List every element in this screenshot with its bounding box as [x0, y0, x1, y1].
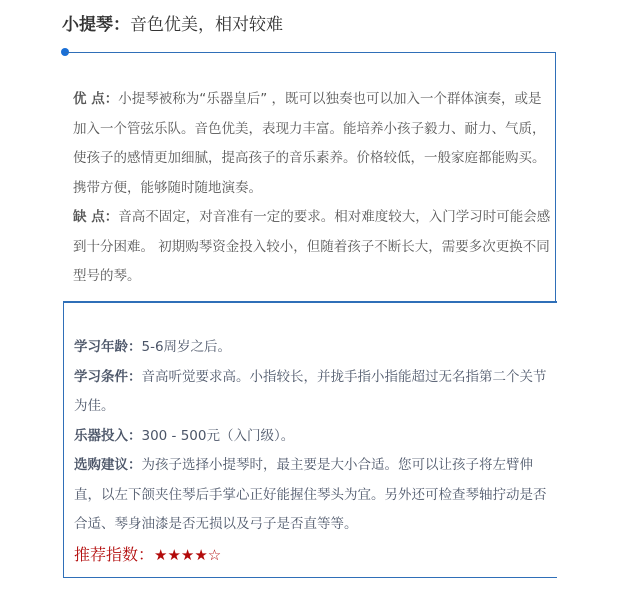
- cons-text: 音高不固定，对音准有一定的要求。相对难度较大，入门学习时可能会感到十分困难。 初期购琴资金投入较小，但随着孩子不断长大，需要多次更换不同型号的琴。: [73, 209, 551, 284]
- condition-paragraph: [74, 363, 554, 422]
- advice-text: 为孩子选择小提琴时，最主要是大小合适。您可以让孩子将左臂伸直，以左下颌夹住琴后手掌心正好能握住琴头为宜。另外还可检查琴轴拧动是否合适、琴身油漆是否无损以及弓子是否直等等。: [74, 457, 547, 532]
- cost-text: 300 - 500元（入门级）。: [141, 427, 295, 444]
- condition-label: 学习条件：: [74, 368, 142, 385]
- pros-text: 小提琴被称为“乐器皇后” ，既可以独奏也可以加入一个群体演奏，或是加入一个管弦乐队。音色优美，表现力丰富。能培养小孩子毅力、耐力、气质，使孩子的感情更加细腻，提高孩子的音乐素养。价格较低，一般家庭都能购买。携带方便，能够随时随地演奏。: [73, 91, 546, 196]
- heading-text: 音色优美，相对较难: [130, 15, 283, 35]
- advice-paragraph: [74, 451, 554, 540]
- cons-paragraph: [73, 203, 551, 292]
- star-icons: ★★★★☆: [154, 545, 222, 564]
- pros-cons-box: [65, 52, 556, 301]
- rating: [74, 540, 554, 570]
- age-paragraph: [74, 333, 554, 363]
- info-box: [63, 301, 557, 578]
- cons-label: 缺 点：: [73, 209, 119, 225]
- rating-label: 推荐指数：: [74, 544, 155, 564]
- age-label: 学习年龄：: [74, 339, 142, 355]
- pros-label: 优 点：: [73, 91, 119, 107]
- heading-label: 小提琴：: [62, 15, 130, 35]
- section-heading: [62, 10, 283, 35]
- pros-paragraph: [73, 85, 551, 203]
- condition-text: 音高听觉要求高。小指较长，并拢手指小指能超过无名指第二个关节为佳。: [74, 368, 547, 414]
- advice-label: 选购建议：: [74, 457, 142, 473]
- age-text: 5-6周岁之后。: [141, 339, 232, 355]
- cost-label: 乐器投入：: [74, 427, 142, 444]
- cost-paragraph: [74, 422, 554, 452]
